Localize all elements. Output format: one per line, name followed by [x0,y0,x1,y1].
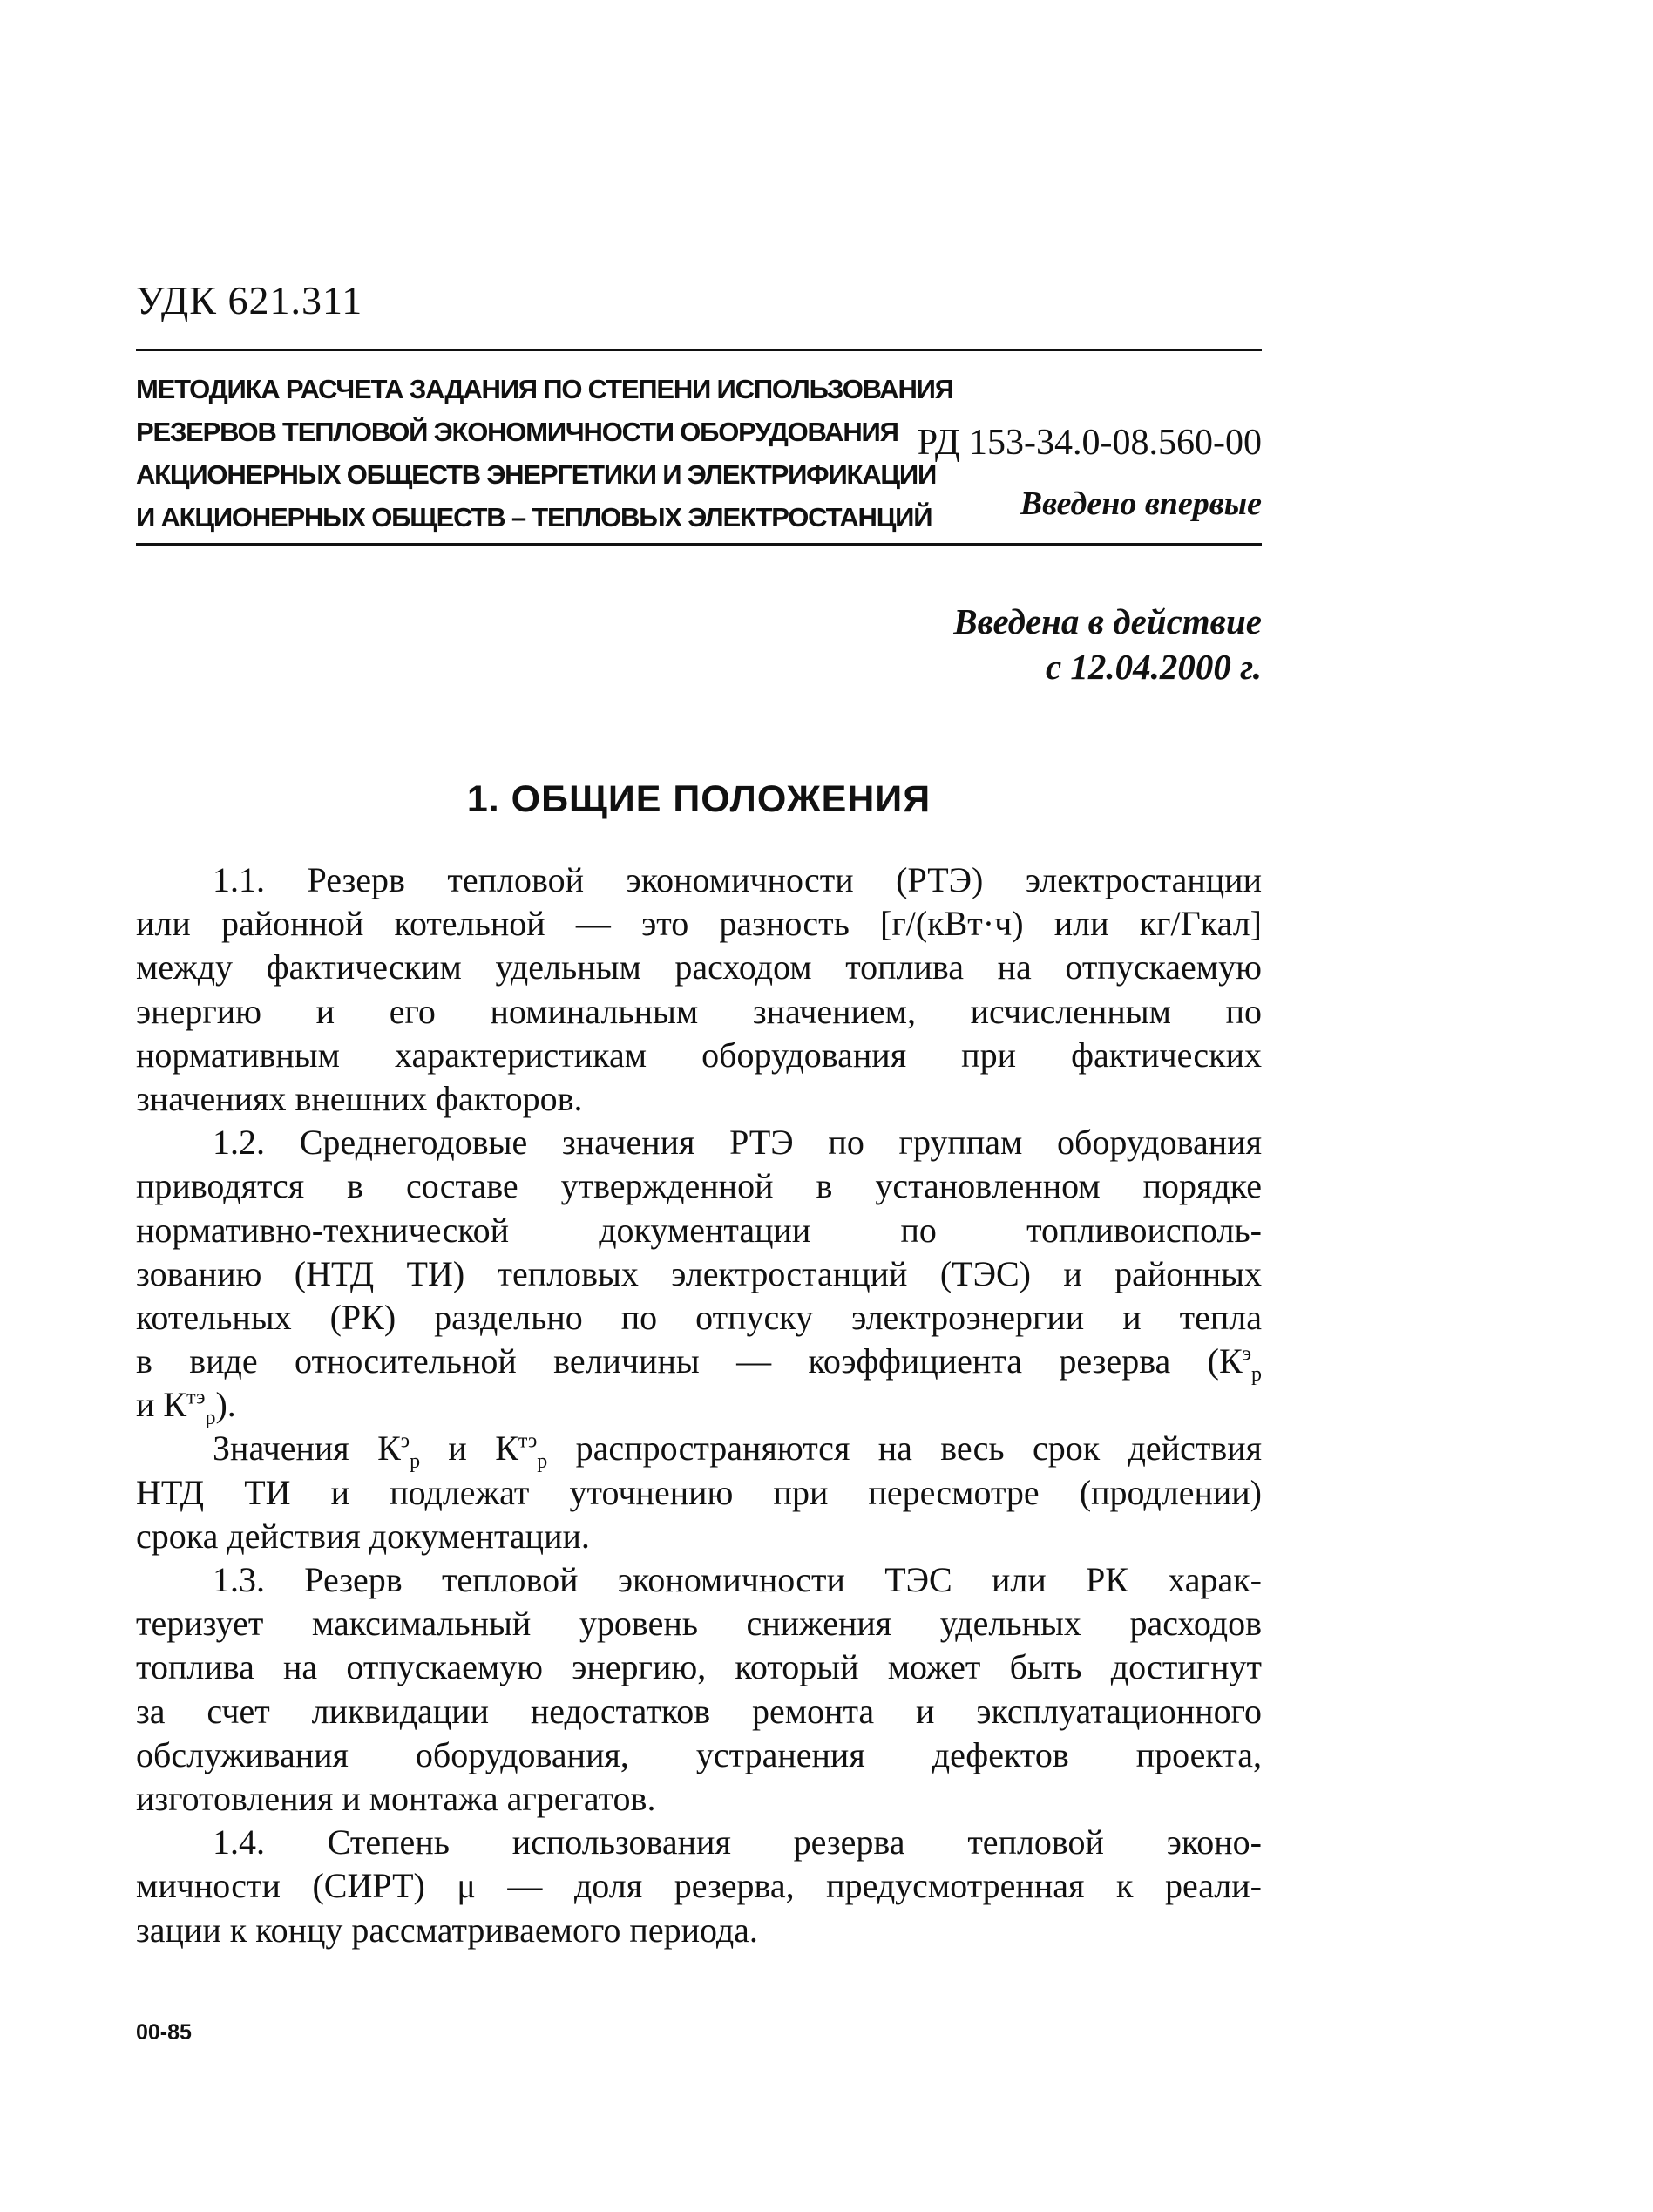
paragraph-line-text: и [136,1385,164,1425]
symbol-sub: р [537,1450,548,1474]
paragraph-line: НТД ТИ и подлежат уточнению при пересмотре (продлении) [136,1472,1262,1512]
paragraph-line: зованию (НТД ТИ) тепловых электростанций (ТЭС) и районных [136,1253,1262,1293]
paragraph-line-with-formula [136,1427,1263,1474]
header-rule-top [136,349,1262,351]
paragraph-line: энергию и его номинальным значением, исчисленным по [136,991,1262,1031]
paragraph-line: 1.4. Степень использования резерва тепловой эконо- [213,1822,1262,1863]
paragraph-line-with-formula [136,1340,1262,1387]
symbol-k: К [495,1428,518,1469]
paragraph-line: нормативно-технической документации по топливоисполь- [136,1210,1262,1250]
paragraph-line-text: ). [215,1385,236,1425]
document-title [136,368,953,539]
symbol-k: К [163,1385,187,1425]
paragraph-line: нормативным характеристикам оборудования при фактических [136,1035,1262,1075]
paragraph-line: 1.2. Среднегодовые значения РТЭ по группам оборудования [213,1123,1262,1163]
coefficient-k-te [495,1428,548,1474]
document-title-line: МЕТОДИКА РАСЧЕТА ЗАДАНИЯ ПО СТЕПЕНИ ИСПОЛЬЗОВАНИЯ [136,374,953,404]
coefficient-k-e [377,1428,421,1474]
paragraph-line: 1.3. Резерв тепловой экономичности ТЭС или РК харак- [213,1560,1262,1599]
paragraph-line: 1.1. Резерв тепловой экономичности (РТЭ) электростанции [213,860,1262,899]
paragraph-line: значениях внешних факторов. [136,1078,583,1118]
rd-code: РД 153-34.0-08.560-00 [917,423,1262,463]
paragraph-line: обслуживания оборудования, устранения дефектов проекта, [136,1734,1262,1774]
symbol-k: К [377,1428,401,1469]
paragraph-line: между фактическим удельным расходом топлива на отпускаемую [136,947,1262,987]
paragraph-line: приводятся в составе утвержденной в установленном порядке [136,1166,1262,1206]
paragraph-line: зации к концу рассматриваемого периода. [136,1910,758,1950]
paragraph-line: срока действия документации. [136,1516,590,1556]
udk-code: УДК 621.311 [136,278,363,322]
coefficient-k-te [163,1385,216,1430]
symbol-sup: э [400,1430,410,1454]
paragraph-line: или районной котельной — это разность [г/(кВт·ч) или кг/Гкал] [136,904,1262,944]
symbol-sub: р [205,1407,216,1430]
paragraph-line: за счет ликвидации недостатков ремонта и эксплуатационного [136,1691,1262,1731]
symbol-k: К [1219,1341,1243,1381]
paragraph-line: котельных (РК) раздельно по отпуску электроэнергии и тепла [136,1297,1262,1337]
effective-date-label: Введена в действие [953,601,1262,641]
document-title-line: И АКЦИОНЕРНЫХ ОБЩЕСТВ – ТЕПЛОВЫХ ЭЛЕКТРОСТАНЦИЙ [136,502,932,533]
document-title-line: РЕЗЕРВОВ ТЕПЛОВОЙ ЭКОНОМИЧНОСТИ ОБОРУДОВАНИЯ [136,417,898,447]
section-title: 1. ОБЩИЕ ПОЛОЖЕНИЯ [466,778,932,820]
symbol-sub: р [410,1450,421,1474]
paragraph-line-text: распространяются на весь срок действия [547,1428,1263,1469]
effective-date-value: с 12.04.2000 г. [1045,647,1262,687]
introduced-first-note: Введено впервые [1020,485,1262,522]
paragraph-line-with-formula [136,1383,1262,1430]
body-text [136,858,1262,1952]
effective-date-block [953,599,1262,689]
symbol-sup: тэ [518,1430,538,1454]
symbol-sub: р [1251,1363,1262,1387]
paragraph-line-text: и [420,1428,496,1469]
paragraph-line-text: Значения [213,1428,378,1469]
paragraph-line: мичности (СИРТ) μ — доля резерва, предусмотренная к реали- [136,1866,1262,1906]
document-title-line: АКЦИОНЕРНЫХ ОБЩЕСТВ ЭНЕРГЕТИКИ И ЭЛЕКТРИФИКАЦИИ [136,459,937,490]
paragraph-line: теризует максимальный уровень снижения удельных расходов [136,1604,1262,1644]
page-code: 00-85 [136,2020,192,2045]
symbol-sup: тэ [186,1386,206,1409]
paragraph-line: топлива на отпускаемую энергию, который может быть достигнут [136,1647,1262,1687]
symbol-sup: э [1242,1342,1251,1366]
header-rule-bottom [136,543,1262,546]
paragraph-line-text: в виде относительной величины — коэффициента резерва ( [136,1341,1219,1381]
coefficient-k-e [1219,1341,1262,1387]
paragraph-line: изготовления и монтажа агрегатов. [136,1778,656,1818]
